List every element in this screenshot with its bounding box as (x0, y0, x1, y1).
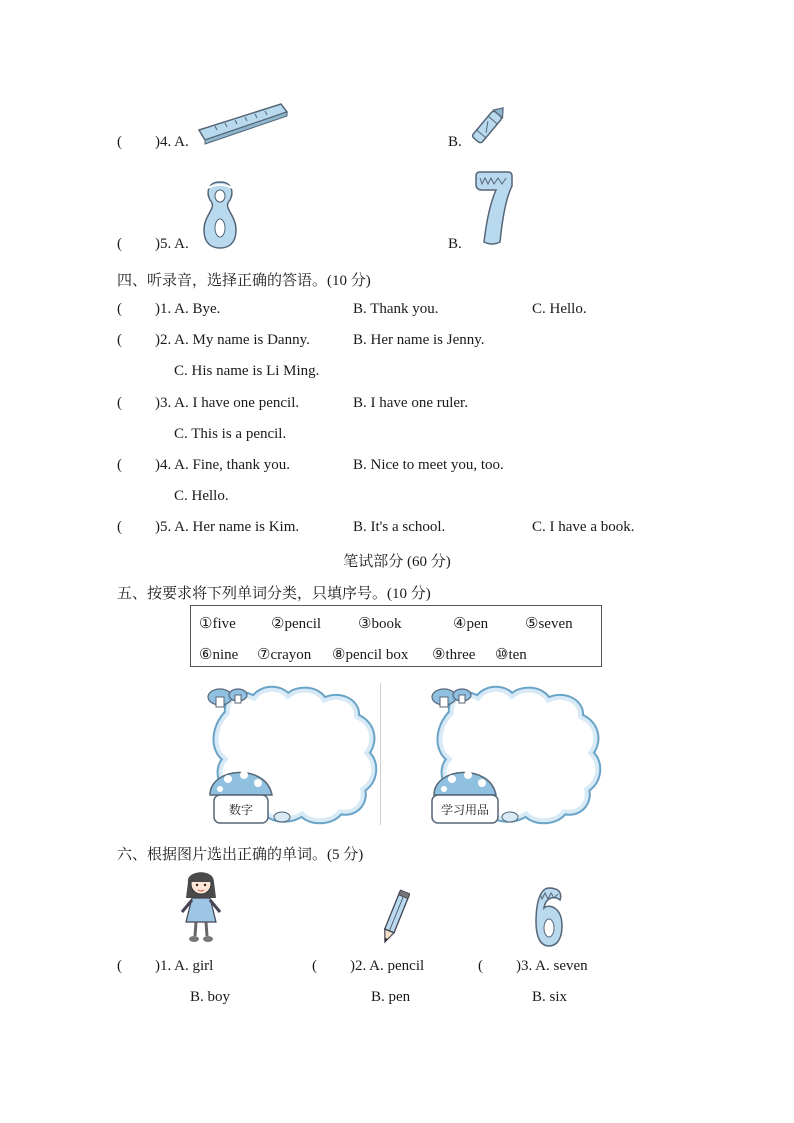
school-things-label: 学习用品 (440, 803, 490, 817)
s4-q2-option-a: )2. A. My name is Danny. (155, 332, 310, 348)
written-part-title: 笔试部分 (60 分) (343, 554, 451, 570)
section5-heading: 五、按要求将下列单词分类，只填序号。(10 分) (117, 586, 431, 602)
s4-q1-paren: ( (117, 301, 122, 317)
number-seven-icon (472, 170, 516, 248)
pencil-icon (380, 888, 410, 946)
q4-label: )4. A. (155, 134, 189, 150)
s4-q2-option-b: B. Her name is Jenny. (353, 332, 485, 348)
s6-q2-paren: ( (312, 958, 317, 974)
s6-q1-paren: ( (117, 958, 122, 974)
word-bank-box (190, 605, 602, 667)
s6-q3-option-b: B. six (532, 989, 568, 1005)
s4-q5-option-a: )5. A. Her name is Kim. (155, 519, 300, 535)
q5-label: )5. A. (155, 236, 189, 252)
word-crayon: ⑦crayon (257, 647, 312, 663)
s4-q4-paren: ( (117, 457, 122, 473)
s4-q1-option-c: C. Hello. (532, 301, 587, 317)
numbers-cloud-frame (198, 683, 380, 829)
s4-q4-option-c: C. Hello. (174, 488, 229, 504)
q5-option-b: B. (448, 236, 462, 252)
word-nine: ⑥nine (199, 647, 239, 663)
s6-q2-option-b: B. pen (371, 989, 411, 1005)
section4-heading: 四、听录音，选择正确的答语。(10 分) (117, 273, 371, 289)
q4-option-b: B. (448, 134, 462, 150)
word-book: ③book (358, 616, 402, 632)
s4-q2-option-c: C. His name is Li Ming. (174, 363, 320, 379)
q5-paren: ( (117, 236, 122, 252)
word-pen: ④pen (453, 616, 489, 632)
s4-q5-paren: ( (117, 519, 122, 535)
s4-q4-option-b: B. Nice to meet you, too. (353, 457, 504, 473)
ruler-icon (195, 100, 290, 148)
s4-q2-paren: ( (117, 332, 122, 348)
s6-q1-option-b: B. boy (190, 989, 231, 1005)
s4-q5-option-c: C. I have a book. (532, 519, 635, 535)
q4-paren: ( (117, 134, 122, 150)
s6-q3-paren: ( (478, 958, 483, 974)
girl-icon (176, 868, 226, 944)
word-seven: ⑤seven (525, 616, 573, 632)
number-six-icon (534, 886, 564, 948)
word-pencil-box: ⑧pencil box (332, 647, 409, 663)
word-pencil: ②pencil (271, 616, 322, 632)
column-divider (380, 683, 381, 825)
s6-q3-option-a: )3. A. seven (516, 958, 588, 974)
s6-q1-option-a: )1. A. girl (155, 958, 214, 974)
word-three: ⑨three (432, 647, 476, 663)
s4-q3-option-b: B. I have one ruler. (353, 395, 468, 411)
s4-q5-option-b: B. It's a school. (353, 519, 446, 535)
s4-q3-option-a: )3. A. I have one pencil. (155, 395, 300, 411)
section6-heading: 六、根据图片选出正确的单词。(5 分) (117, 847, 364, 863)
s4-q1-option-b: B. Thank you. (353, 301, 439, 317)
s6-q2-option-a: )2. A. pencil (350, 958, 425, 974)
s4-q3-option-c: C. This is a pencil. (174, 426, 287, 442)
crayon-icon (470, 104, 504, 150)
s4-q3-paren: ( (117, 395, 122, 411)
school-things-cloud-frame (422, 683, 604, 829)
word-ten: ⑩ten (495, 647, 527, 663)
number-eight-icon (200, 178, 240, 250)
word-five: ①five (199, 616, 236, 632)
s4-q1-option-a: )1. A. Bye. (155, 301, 221, 317)
numbers-label: 数字 (228, 803, 254, 817)
s4-q4-option-a: )4. A. Fine, thank you. (155, 457, 290, 473)
